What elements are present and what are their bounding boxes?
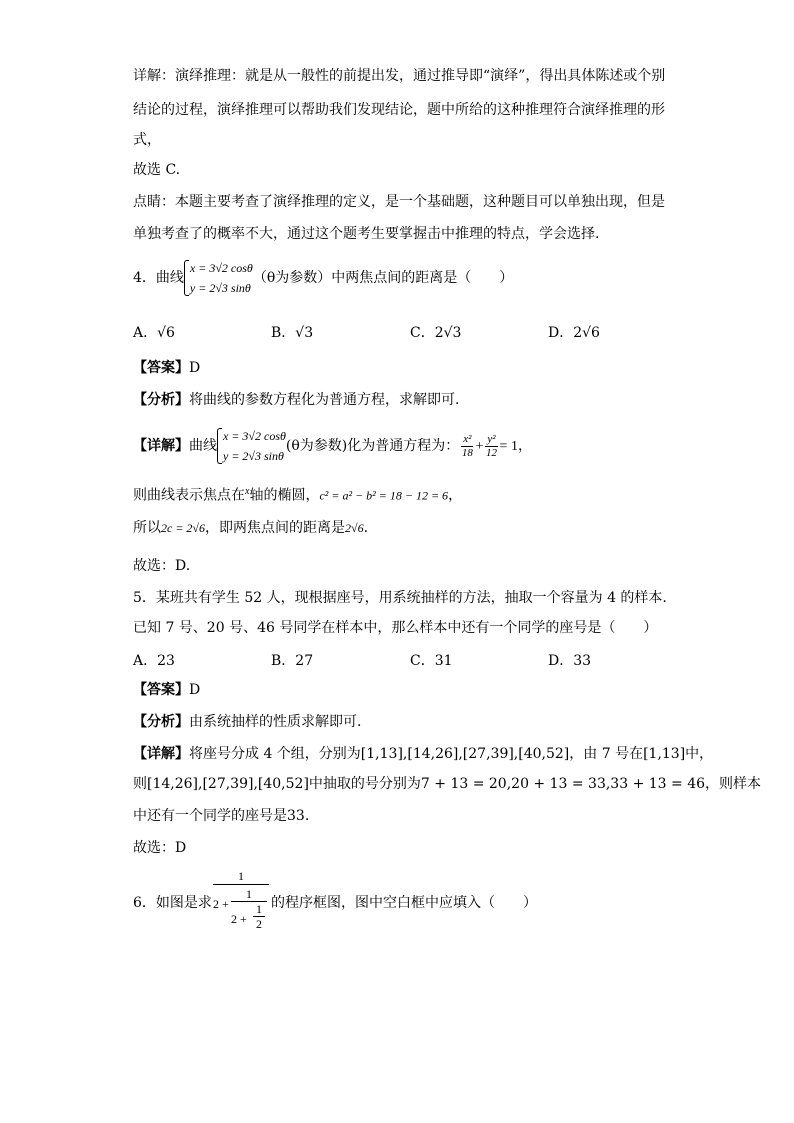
q4-frac-y — [485, 433, 497, 460]
q4-option-a: A．√6 — [133, 325, 175, 341]
q4-detail-line3 — [133, 518, 663, 538]
q4-line2-a: 则曲线表示焦点在 — [133, 487, 245, 504]
q4-analysis-tag: 【分析】 — [133, 392, 189, 408]
q4-frac-x — [461, 433, 473, 460]
q4-eq2: y = 2√3 sinθ — [189, 281, 251, 295]
q4-detail-system — [217, 426, 286, 466]
q5-option-b: B．27 — [271, 653, 314, 669]
q6-prefix: 6．如图是求 — [133, 895, 212, 911]
q3-comment-line2: 单独考查了的概率不大，通过这个题考生要掌握击中推理的特点，学会选择. — [133, 226, 600, 242]
q4-choose: 故选：D. — [133, 558, 191, 574]
q4-param-system — [184, 258, 253, 298]
q4-eq-tail: = 1， — [499, 439, 532, 454]
q6-suffix: 的程序框图，图中空白框中应填入（ ） — [271, 895, 537, 911]
q4-detail-eq2: y = 2√3 sinθ — [223, 449, 284, 463]
q4-detail-line2 — [133, 482, 663, 506]
q4-line2-x: x — [245, 486, 250, 497]
q4-frac-y-den: 12 — [485, 446, 497, 459]
q3-detail-line2: 结论的过程，演绎推理可以帮助我们发现结论，题中所给的这种推理符合演绎推理的形 — [133, 102, 665, 118]
q4-detail: 【详解】曲线 x = 3√2 cosθ y = 2√3 sinθ (θ为参数)化为普通方程为： $\frac{\text{x²}}{18}$ + $\frac{\text{y²}}{12}$ = 1， — [133, 424, 663, 469]
q4-line3-val: 2√6 — [345, 521, 364, 535]
q4-option-d: D．2√6 — [548, 325, 600, 341]
q4-line3-a: 所以 — [133, 520, 161, 536]
q4-answer-value: D — [189, 360, 201, 376]
q4-frac-x-num: x² — [463, 432, 472, 445]
q5-analysis-text: 由系统抽样的性质求解即可. — [189, 714, 362, 730]
q4-option-b: B．√3 — [271, 325, 314, 341]
q6-cf-top: 1 — [238, 869, 244, 883]
q5-line1: 5．某班共有学生 52 人，现根据座号，用系统抽样的方法，抽取一个容量为 4 的样本. — [133, 590, 667, 606]
q4-analysis-text: 将曲线的参数方程化为普通方程，求解即可. — [189, 392, 460, 408]
q5-line2: 已知 7 号、20 号、46 号同学在样本中，那么样本中还有一个同学的座号是（ ） — [133, 620, 658, 636]
q3-comment-line1: 点睛：本题主要考查了演绎推理的定义，是一个基础题，这种题目可以单独出现，但是 — [133, 194, 665, 210]
q4-line2-b: 轴的椭圆， — [249, 487, 320, 504]
q5-answer-value: D — [189, 682, 201, 698]
q6-cf-half-den: 2 — [256, 917, 262, 931]
q4-line3-end: . — [363, 520, 369, 536]
q3-detail-line1: 详解：演绎推理：就是从一般性的前提出发，通过推导即“演绎”，得出具体陈述或个别 — [133, 68, 666, 84]
q4-answer — [133, 358, 663, 378]
q3-choose: 故选 C. — [133, 162, 181, 178]
q5-detail-tag: 【详解】 — [133, 746, 189, 762]
q4-detail-a: 曲线 — [189, 438, 217, 454]
q4-line2-end: ， — [448, 487, 463, 504]
q5-choose: 故选：D — [133, 840, 187, 856]
q5-option-d: D．33 — [548, 653, 592, 669]
q4-detail-tag: 【详解】 — [133, 438, 189, 454]
q4-line2-eq: c² = a² − b² = 18 − 12 = 6 — [319, 488, 449, 503]
q6-cf-mid-num: 1 — [231, 887, 267, 902]
q4-analysis — [133, 390, 663, 410]
q4-suffix: （θ为参数）中两焦点间的距离是（ ） — [252, 270, 514, 286]
q5-answer — [133, 680, 663, 700]
q5-option-a: A．23 — [133, 653, 175, 669]
q4-eq1: x = 3√2 cosθ — [189, 261, 253, 275]
q5-answer-tag: 【答案】 — [133, 682, 189, 698]
q3-detail-line3: 式， — [133, 132, 161, 148]
q4-frac-x-den: 18 — [461, 446, 473, 459]
q5-detail-line2: 则[14,26],[27,39],[40,52]中抽取的号分别为7 + 13 = 20,20 + 13 = 33,33 + 13 = 46，则样本 — [133, 776, 762, 792]
q5-detail1: 将座号分成 4 个组，分别为[1,13],[14,26],[27,39],[40,52]，由 7 号在[1,13]中， — [189, 746, 714, 762]
q4-answer-tag: 【答案】 — [133, 360, 189, 376]
q4-line3-eq: 2c = 2√6 — [161, 521, 206, 535]
q6-cf-half-num: 1 — [253, 903, 265, 917]
q5-detail-line3: 中还有一个同学的座号是33. — [133, 808, 310, 824]
q5-option-c: C．31 — [410, 653, 453, 669]
q6-continued-fraction — [213, 868, 269, 943]
q5-analysis — [133, 712, 663, 732]
q4-question — [133, 256, 663, 300]
q6-cf-bot-left: 2 + — [231, 912, 247, 926]
q5-analysis-tag: 【分析】 — [133, 714, 189, 730]
q4-detail-eq1: x = 3√2 cosθ — [223, 429, 286, 443]
q4-detail-b: (θ为参数)化为普通方程为： — [285, 438, 460, 454]
q4-frac-y-num: y² — [487, 432, 496, 445]
q4-prefix: 4．曲线 — [133, 270, 184, 286]
q6-question — [133, 868, 663, 944]
q4-line3-b: ，即两焦点间的距离是 — [205, 520, 346, 536]
q4-option-c: C．2√3 — [410, 325, 462, 341]
q5-detail-line1 — [133, 744, 714, 764]
q6-cf-mid-left: 2 + — [213, 897, 229, 911]
